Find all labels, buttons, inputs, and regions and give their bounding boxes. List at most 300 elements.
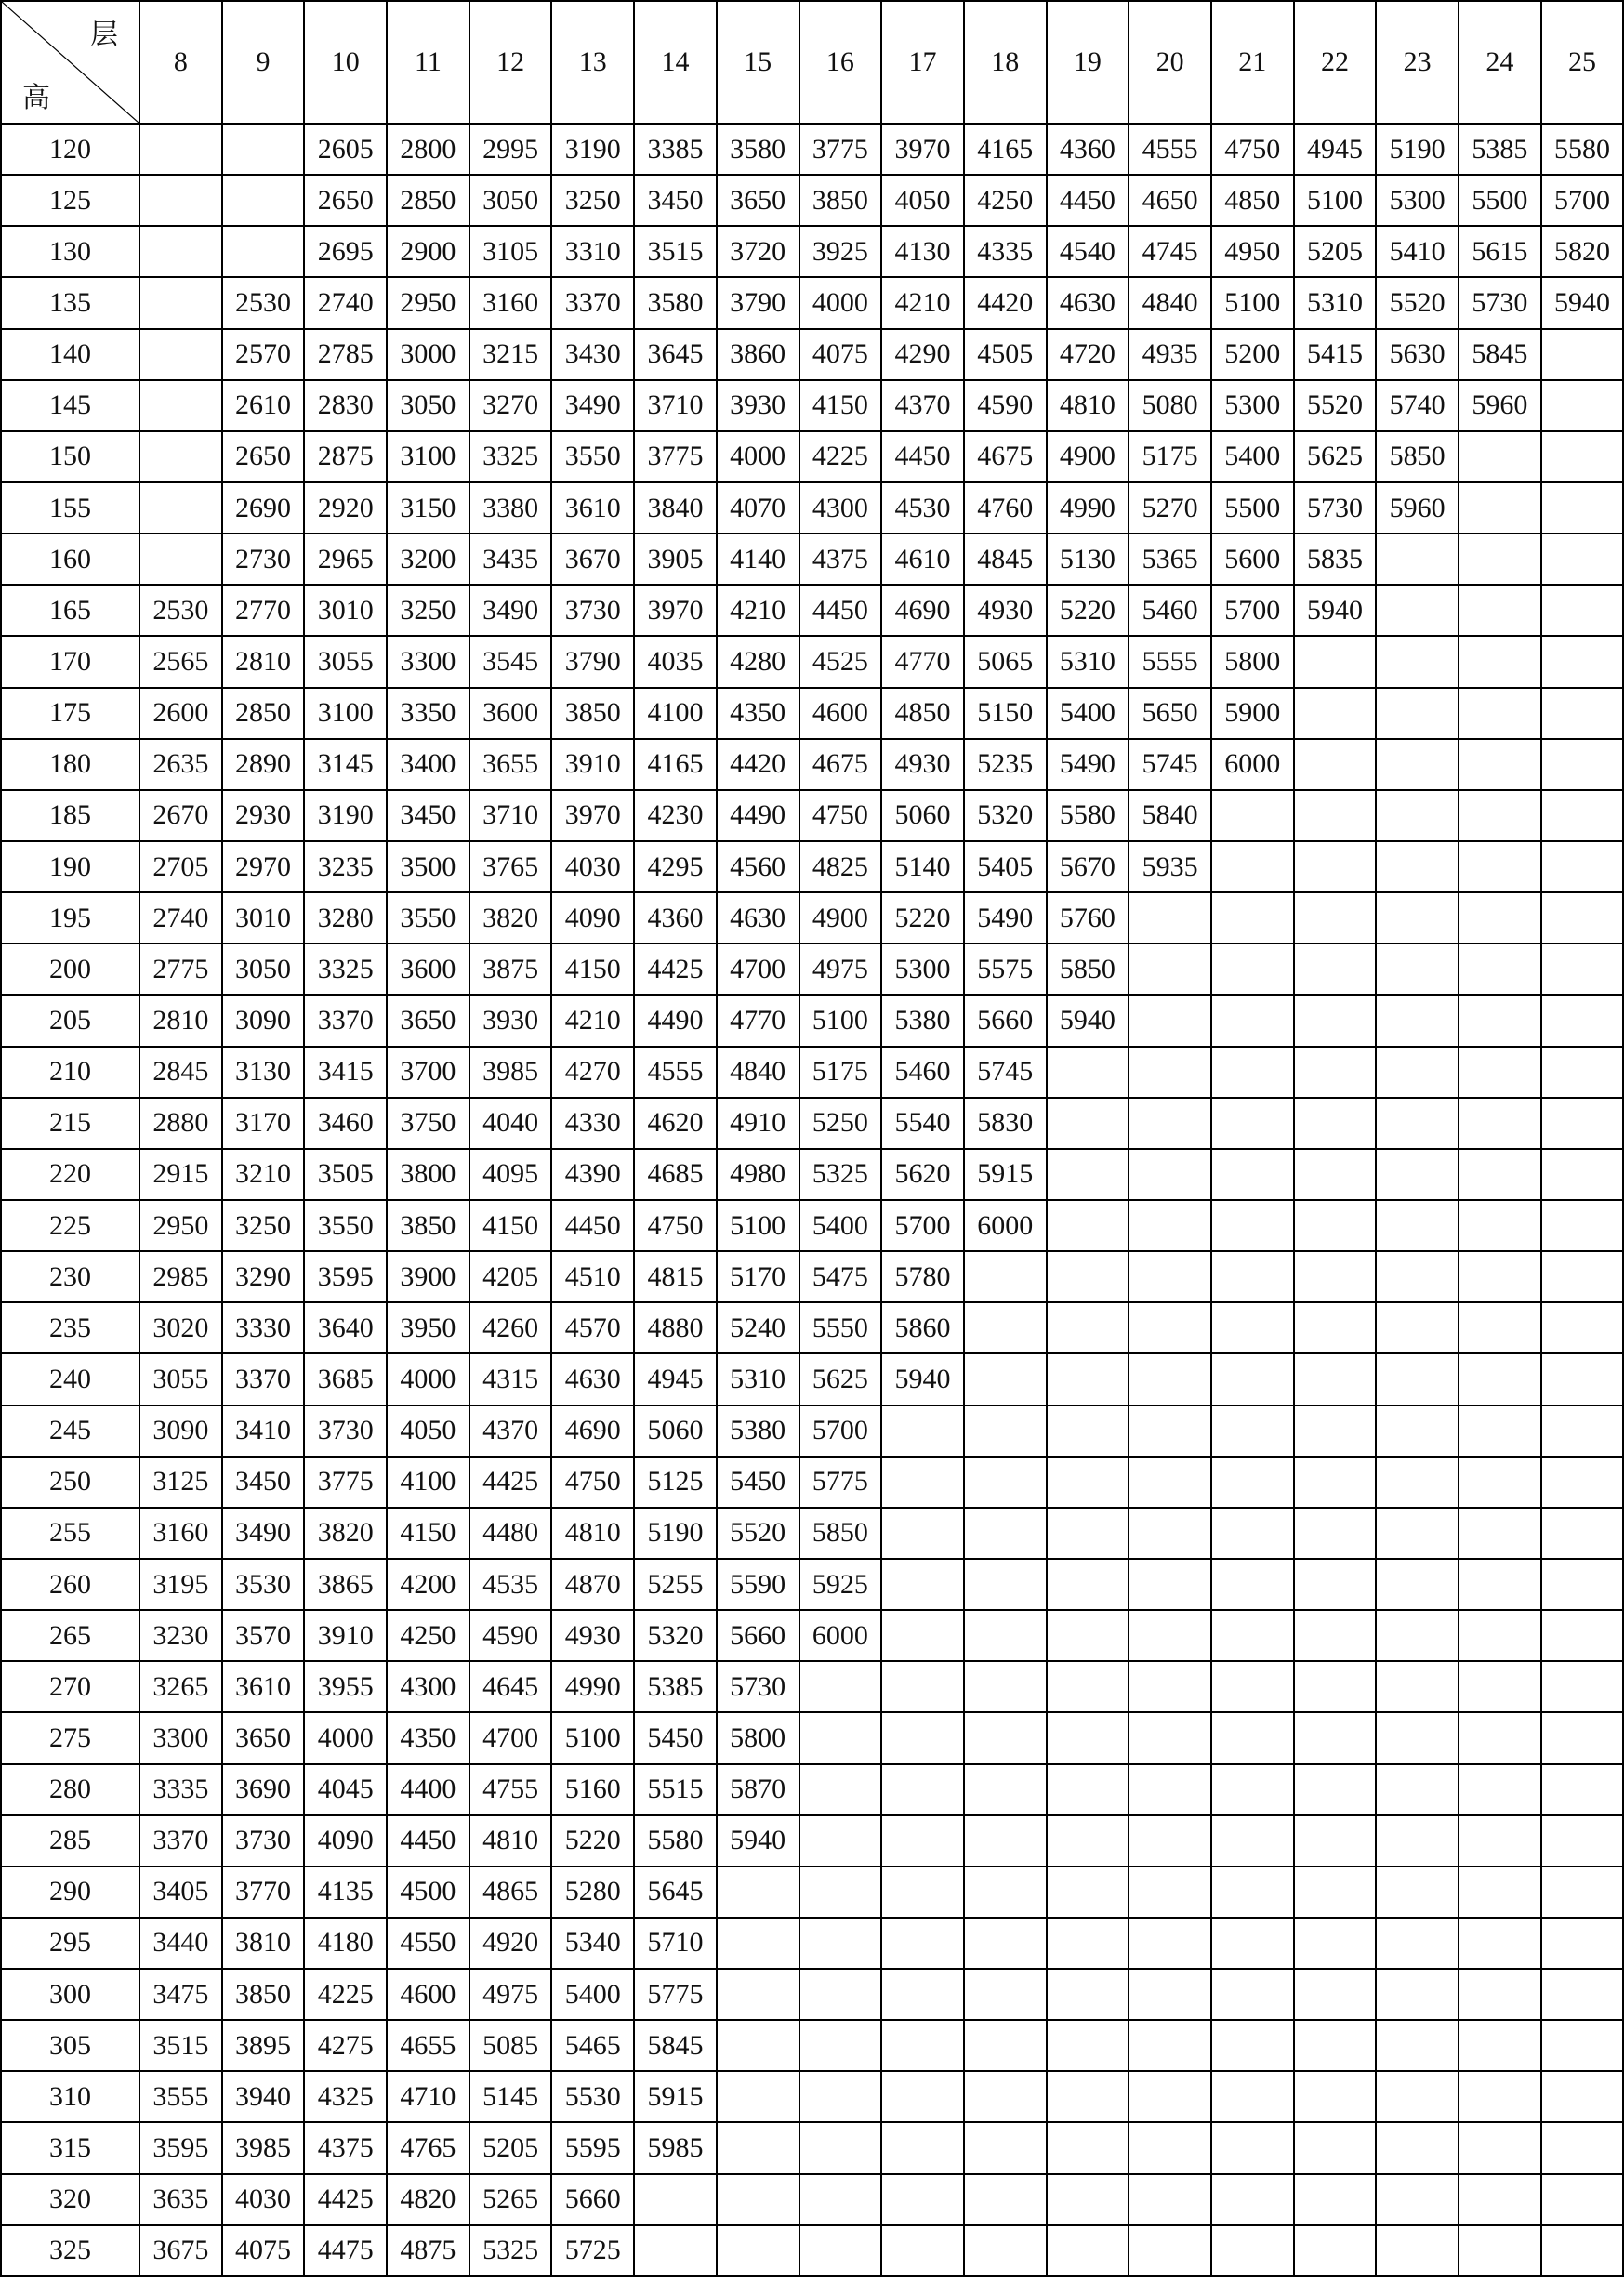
table-cell xyxy=(881,1559,964,1610)
table-cell: 5270 xyxy=(1129,482,1211,534)
table-cell: 4040 xyxy=(469,1098,552,1149)
table-row xyxy=(1,1764,1623,1815)
table-cell xyxy=(1459,841,1541,892)
table-cell: 4820 xyxy=(387,2174,469,2225)
table-cell: 3145 xyxy=(304,739,387,790)
table-cell: 4490 xyxy=(717,790,799,841)
table-cell xyxy=(1541,329,1624,380)
table-cell xyxy=(1376,2122,1459,2173)
table-cell xyxy=(1376,1047,1459,1098)
table-cell: 5465 xyxy=(551,2020,634,2071)
table-cell: 3190 xyxy=(551,124,634,175)
table-row xyxy=(1,1353,1623,1405)
table-cell: 3775 xyxy=(634,431,717,482)
table-cell: 4645 xyxy=(469,1661,552,1712)
table-cell xyxy=(964,2020,1047,2071)
table-cell: 5580 xyxy=(1541,124,1624,175)
table-cell: 4610 xyxy=(881,534,964,585)
table-cell xyxy=(881,1969,964,2020)
table-cell: 5080 xyxy=(1129,380,1211,431)
table-cell: 4930 xyxy=(551,1610,634,1661)
table-cell xyxy=(1459,1764,1541,1815)
table-cell xyxy=(1541,1353,1624,1405)
table-cell: 2565 xyxy=(139,636,222,687)
table-cell xyxy=(881,1508,964,1559)
table-cell xyxy=(139,482,222,534)
table-cell: 3550 xyxy=(304,1200,387,1251)
table-cell xyxy=(1376,1508,1459,1559)
table-cell xyxy=(964,2225,1047,2276)
table-cell: 4225 xyxy=(304,1969,387,2020)
table-cell: 4150 xyxy=(387,1508,469,1559)
table-cell xyxy=(1541,1508,1624,1559)
table-cell: 5660 xyxy=(717,1610,799,1661)
table-cell: 5235 xyxy=(964,739,1047,790)
table-cell: 4350 xyxy=(387,1712,469,1763)
table-row xyxy=(1,534,1623,585)
table-cell xyxy=(1541,1457,1624,1508)
table-cell xyxy=(717,1918,799,1969)
table-cell: 5400 xyxy=(1047,688,1129,739)
table-cell: 4230 xyxy=(634,790,717,841)
table-cell xyxy=(1459,1251,1541,1302)
table-cell: 3450 xyxy=(634,175,717,226)
table-cell: 3235 xyxy=(304,841,387,892)
table-cell: 3545 xyxy=(469,636,552,687)
table-cell: 3010 xyxy=(304,585,387,636)
table-cell: 4810 xyxy=(469,1815,552,1866)
table-cell: 4765 xyxy=(387,2122,469,2173)
table-cell: 3840 xyxy=(634,482,717,534)
table-cell xyxy=(1459,790,1541,841)
table-cell xyxy=(1541,1661,1624,1712)
table-cell: 4045 xyxy=(304,1764,387,1815)
table-cell xyxy=(1376,1712,1459,1763)
table-cell xyxy=(1376,1149,1459,1200)
table-cell: 3875 xyxy=(469,943,552,995)
table-cell: 5100 xyxy=(551,1712,634,1763)
table-cell: 6000 xyxy=(1211,739,1294,790)
table-cell xyxy=(964,1457,1047,1508)
table-cell xyxy=(1459,636,1541,687)
table-cell: 2845 xyxy=(139,1047,222,1098)
table-cell xyxy=(1459,1712,1541,1763)
table-cell: 4950 xyxy=(1211,226,1294,277)
table-row xyxy=(1,1047,1623,1098)
table-cell xyxy=(1541,2225,1624,2276)
table-row xyxy=(1,1712,1623,1763)
table-cell xyxy=(1047,1969,1129,2020)
table-cell: 5310 xyxy=(1294,277,1377,328)
table-cell: 4510 xyxy=(551,1251,634,1302)
row-header: 125 xyxy=(1,175,139,226)
table-cell: 5325 xyxy=(799,1149,882,1200)
table-cell: 2850 xyxy=(387,175,469,226)
table-cell: 3370 xyxy=(222,1353,305,1405)
table-cell xyxy=(1294,1098,1377,1149)
table-cell xyxy=(717,2122,799,2173)
row-header: 235 xyxy=(1,1302,139,1353)
table-cell: 4930 xyxy=(881,739,964,790)
table-row xyxy=(1,1918,1623,1969)
table-cell: 4400 xyxy=(387,1764,469,1815)
table-cell: 5530 xyxy=(551,2071,634,2122)
table-cell xyxy=(799,1712,882,1763)
table-cell: 3410 xyxy=(222,1405,305,1457)
table-cell: 4425 xyxy=(304,2174,387,2225)
table-cell: 3800 xyxy=(387,1149,469,1200)
row-header: 200 xyxy=(1,943,139,995)
header-row xyxy=(1,1,1623,124)
table-cell xyxy=(1129,1047,1211,1098)
table-cell: 2830 xyxy=(304,380,387,431)
table-cell xyxy=(881,1815,964,1866)
table-cell xyxy=(1541,841,1624,892)
table-cell: 4630 xyxy=(551,1353,634,1405)
table-cell xyxy=(1211,1815,1294,1866)
table-cell: 4480 xyxy=(469,1508,552,1559)
table-cell: 4720 xyxy=(1047,329,1129,380)
table-cell xyxy=(1211,1302,1294,1353)
table-cell xyxy=(1376,1764,1459,1815)
table-cell: 4425 xyxy=(469,1457,552,1508)
table-cell xyxy=(1129,1200,1211,1251)
table-cell: 4335 xyxy=(964,226,1047,277)
table-cell: 5220 xyxy=(881,892,964,943)
table-row xyxy=(1,1815,1623,1866)
table-cell: 5580 xyxy=(634,1815,717,1866)
table-row xyxy=(1,2174,1623,2225)
table-cell xyxy=(1129,1302,1211,1353)
row-header: 260 xyxy=(1,1559,139,1610)
table-cell xyxy=(1047,2225,1129,2276)
table-cell: 5320 xyxy=(964,790,1047,841)
table-cell: 4840 xyxy=(1129,277,1211,328)
table-cell: 4655 xyxy=(387,2020,469,2071)
table-cell: 4425 xyxy=(634,943,717,995)
table-cell: 5060 xyxy=(881,790,964,841)
table-cell: 3925 xyxy=(799,226,882,277)
table-cell xyxy=(1129,1251,1211,1302)
table-cell: 5845 xyxy=(634,2020,717,2071)
table-cell: 5400 xyxy=(1211,431,1294,482)
table-cell xyxy=(1459,1508,1541,1559)
table-cell: 2985 xyxy=(139,1251,222,1302)
table-cell: 3430 xyxy=(551,329,634,380)
row-header: 300 xyxy=(1,1969,139,2020)
table-cell: 3160 xyxy=(139,1508,222,1559)
table-cell: 3940 xyxy=(222,2071,305,2122)
table-cell: 2635 xyxy=(139,739,222,790)
table-cell xyxy=(1211,2122,1294,2173)
table-cell xyxy=(1376,1661,1459,1712)
table-cell: 3580 xyxy=(717,124,799,175)
table-row xyxy=(1,1149,1623,1200)
table-cell xyxy=(1541,1764,1624,1815)
table-cell xyxy=(799,1969,882,2020)
table-cell: 5555 xyxy=(1129,636,1211,687)
table-cell xyxy=(964,1815,1047,1866)
table-cell: 5740 xyxy=(1376,380,1459,431)
table-cell: 3250 xyxy=(551,175,634,226)
table-cell: 5515 xyxy=(634,1764,717,1815)
table-cell xyxy=(1459,1610,1541,1661)
table-cell: 5830 xyxy=(964,1098,1047,1149)
column-header: 14 xyxy=(634,1,717,124)
table-cell: 3775 xyxy=(304,1457,387,1508)
table-cell: 4420 xyxy=(964,277,1047,328)
table-cell xyxy=(1376,1098,1459,1149)
table-cell xyxy=(1541,790,1624,841)
table-cell: 3490 xyxy=(551,380,634,431)
table-cell xyxy=(717,2020,799,2071)
table-cell: 4135 xyxy=(304,1866,387,1918)
table-cell: 3350 xyxy=(387,688,469,739)
table-cell: 3955 xyxy=(304,1661,387,1712)
table-cell xyxy=(1047,1200,1129,1251)
table-row xyxy=(1,1508,1623,1559)
table-cell xyxy=(1211,2071,1294,2122)
table-cell xyxy=(1047,1610,1129,1661)
table-cell xyxy=(964,1302,1047,1353)
table-cell: 2875 xyxy=(304,431,387,482)
table-cell: 5200 xyxy=(1211,329,1294,380)
table-cell: 2670 xyxy=(139,790,222,841)
table-cell xyxy=(1541,2174,1624,2225)
table-cell xyxy=(881,1866,964,1918)
table-row xyxy=(1,1405,1623,1457)
table-cell: 5520 xyxy=(1376,277,1459,328)
table-cell xyxy=(1541,2122,1624,2173)
table-cell xyxy=(1376,2020,1459,2071)
table-cell xyxy=(1541,943,1624,995)
table-cell: 5940 xyxy=(1047,995,1129,1046)
table-cell xyxy=(139,380,222,431)
row-header: 185 xyxy=(1,790,139,841)
table-cell xyxy=(881,1764,964,1815)
table-cell: 5760 xyxy=(1047,892,1129,943)
table-cell xyxy=(139,431,222,482)
table-cell xyxy=(1047,1047,1129,1098)
table-cell xyxy=(1294,1405,1377,1457)
table-cell xyxy=(1129,995,1211,1046)
table-cell xyxy=(1129,2071,1211,2122)
table-cell: 3640 xyxy=(304,1302,387,1353)
table-cell xyxy=(1294,1712,1377,1763)
table-cell xyxy=(1211,1866,1294,1918)
table-cell: 3610 xyxy=(222,1661,305,1712)
table-cell xyxy=(139,534,222,585)
table-cell: 4850 xyxy=(881,688,964,739)
table-cell: 5160 xyxy=(551,1764,634,1815)
table-cell: 3325 xyxy=(469,431,552,482)
table-cell xyxy=(1459,2122,1541,2173)
table-cell: 3265 xyxy=(139,1661,222,1712)
table-cell xyxy=(1459,585,1541,636)
table-cell xyxy=(1541,380,1624,431)
table-cell xyxy=(1376,585,1459,636)
table-cell xyxy=(222,226,305,277)
table-cell xyxy=(1211,1457,1294,1508)
table-cell: 3400 xyxy=(387,739,469,790)
table-cell: 4590 xyxy=(469,1610,552,1661)
table-cell: 5205 xyxy=(469,2122,552,2173)
table-cell: 2850 xyxy=(222,688,305,739)
table-cell: 3490 xyxy=(222,1508,305,1559)
table-cell: 4530 xyxy=(881,482,964,534)
table-cell: 4750 xyxy=(1211,124,1294,175)
table-cell: 4210 xyxy=(717,585,799,636)
table-cell xyxy=(1294,2071,1377,2122)
table-cell xyxy=(1376,1405,1459,1457)
table-cell xyxy=(799,1661,882,1712)
table-cell: 5410 xyxy=(1376,226,1459,277)
table-cell: 4100 xyxy=(634,688,717,739)
row-header: 325 xyxy=(1,2225,139,2276)
table-cell: 4910 xyxy=(717,1098,799,1149)
table-cell: 3600 xyxy=(387,943,469,995)
table-cell: 5780 xyxy=(881,1251,964,1302)
table-cell xyxy=(799,2071,882,2122)
table-cell: 4850 xyxy=(1211,175,1294,226)
table-cell: 5630 xyxy=(1376,329,1459,380)
table-cell: 5175 xyxy=(799,1047,882,1098)
table-cell: 5240 xyxy=(717,1302,799,1353)
table-cell xyxy=(1541,1815,1624,1866)
table-cell: 3125 xyxy=(139,1457,222,1508)
table-cell: 3650 xyxy=(387,995,469,1046)
table-cell: 5130 xyxy=(1047,534,1129,585)
table-cell: 4690 xyxy=(551,1405,634,1457)
table-cell: 4420 xyxy=(717,739,799,790)
table-cell: 4075 xyxy=(799,329,882,380)
table-cell: 5900 xyxy=(1211,688,1294,739)
table-cell xyxy=(1294,1149,1377,1200)
table-cell: 2740 xyxy=(139,892,222,943)
table-cell xyxy=(1376,1866,1459,1918)
table-cell: 4535 xyxy=(469,1559,552,1610)
table-cell xyxy=(1211,1712,1294,1763)
table-cell: 4810 xyxy=(1047,380,1129,431)
table-cell: 4450 xyxy=(551,1200,634,1251)
table-cell: 5820 xyxy=(1541,226,1624,277)
table-cell xyxy=(1129,892,1211,943)
table-cell: 4370 xyxy=(881,380,964,431)
table-cell xyxy=(1211,1098,1294,1149)
table-cell xyxy=(799,1866,882,1918)
table-cell xyxy=(1376,534,1459,585)
table-cell xyxy=(1459,995,1541,1046)
table-cell: 5600 xyxy=(1211,534,1294,585)
table-cell xyxy=(1294,739,1377,790)
table-cell: 4750 xyxy=(634,1200,717,1251)
table-cell xyxy=(1047,2174,1129,2225)
column-header: 24 xyxy=(1459,1,1541,124)
table-cell xyxy=(1047,1661,1129,1712)
table-cell: 5220 xyxy=(1047,585,1129,636)
column-header: 25 xyxy=(1541,1,1624,124)
table-row xyxy=(1,892,1623,943)
column-header: 15 xyxy=(717,1,799,124)
table-cell: 3905 xyxy=(634,534,717,585)
table-cell: 5925 xyxy=(799,1559,882,1610)
table-cell: 4315 xyxy=(469,1353,552,1405)
table-cell xyxy=(1211,2174,1294,2225)
table-cell xyxy=(1294,636,1377,687)
table-cell xyxy=(799,1918,882,1969)
table-cell: 3930 xyxy=(717,380,799,431)
table-cell xyxy=(1541,688,1624,739)
table-cell: 5775 xyxy=(799,1457,882,1508)
table-cell: 5940 xyxy=(717,1815,799,1866)
table-cell xyxy=(964,1251,1047,1302)
table-cell: 4490 xyxy=(634,995,717,1046)
table-cell: 5520 xyxy=(1294,380,1377,431)
column-header: 19 xyxy=(1047,1,1129,124)
table-cell xyxy=(1211,1661,1294,1712)
table-cell xyxy=(881,2174,964,2225)
table-cell: 3385 xyxy=(634,124,717,175)
table-cell xyxy=(881,1661,964,1712)
row-header: 180 xyxy=(1,739,139,790)
table-cell: 5650 xyxy=(1129,688,1211,739)
table-cell xyxy=(1211,2225,1294,2276)
table-cell xyxy=(1047,1918,1129,1969)
table-cell: 3530 xyxy=(222,1559,305,1610)
column-header: 12 xyxy=(469,1,552,124)
table-cell xyxy=(964,1918,1047,1969)
table-cell xyxy=(1129,1866,1211,1918)
table-cell: 5065 xyxy=(964,636,1047,687)
table-cell xyxy=(1294,943,1377,995)
table-cell: 3020 xyxy=(139,1302,222,1353)
table-cell: 4870 xyxy=(551,1559,634,1610)
table-cell xyxy=(1376,2071,1459,2122)
table-cell xyxy=(1129,1815,1211,1866)
column-header: 13 xyxy=(551,1,634,124)
table-cell: 5670 xyxy=(1047,841,1129,892)
table-cell: 3010 xyxy=(222,892,305,943)
table-cell: 3200 xyxy=(387,534,469,585)
table-cell: 3595 xyxy=(139,2122,222,2173)
table-cell: 5940 xyxy=(1541,277,1624,328)
table-row xyxy=(1,329,1623,380)
table-row xyxy=(1,2020,1623,2071)
row-header: 305 xyxy=(1,2020,139,2071)
table-cell xyxy=(1376,1610,1459,1661)
table-cell: 5730 xyxy=(1294,482,1377,534)
table-cell xyxy=(881,1918,964,1969)
table-cell: 3655 xyxy=(469,739,552,790)
table-cell xyxy=(1459,1353,1541,1405)
table-cell xyxy=(1294,1815,1377,1866)
table-cell: 6000 xyxy=(799,1610,882,1661)
table-cell: 4560 xyxy=(717,841,799,892)
table-cell xyxy=(1047,1815,1129,1866)
table-cell: 4770 xyxy=(881,636,964,687)
table-cell xyxy=(1541,1251,1624,1302)
table-cell: 5850 xyxy=(799,1508,882,1559)
table-cell: 4375 xyxy=(304,2122,387,2173)
table-cell xyxy=(1129,1969,1211,2020)
table-cell xyxy=(1211,1405,1294,1457)
table-cell: 4620 xyxy=(634,1098,717,1149)
table-cell xyxy=(1376,790,1459,841)
table-cell xyxy=(1541,1969,1624,2020)
table-cell xyxy=(139,329,222,380)
table-cell xyxy=(139,124,222,175)
table-cell: 4075 xyxy=(222,2225,305,2276)
